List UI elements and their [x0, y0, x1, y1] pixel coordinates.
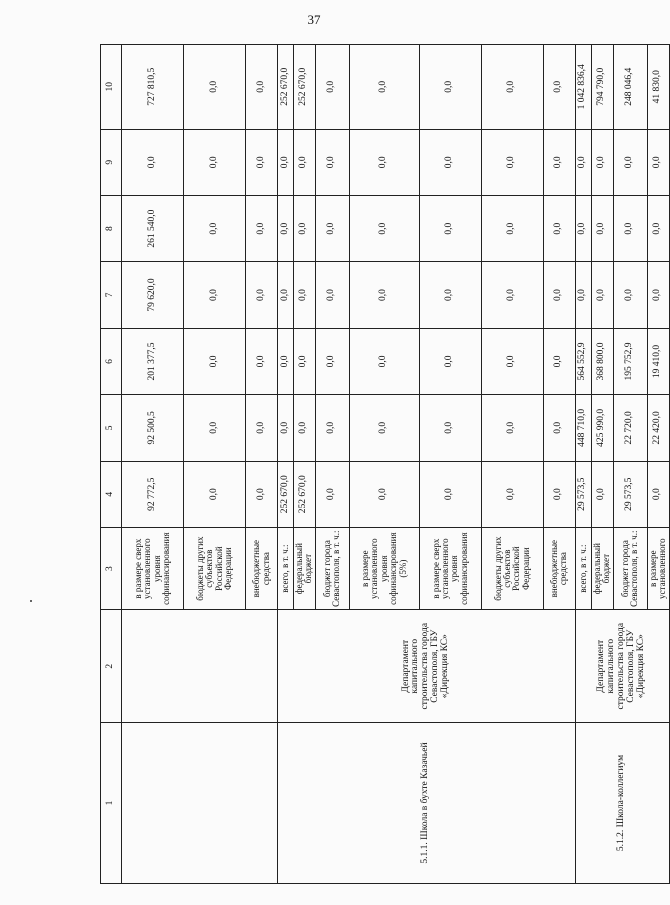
value-cell: 0,0	[184, 328, 246, 394]
table-row	[278, 45, 294, 884]
value-cell: 0,0	[575, 129, 591, 195]
value-cell: 0,0	[315, 195, 349, 261]
funding-source-cell: в размере установленного	[647, 527, 669, 609]
col-header: 7	[101, 262, 122, 328]
value-cell: 0,0	[419, 461, 481, 527]
value-cell: 0,0	[315, 328, 349, 394]
value-cell: 448 710,0	[575, 395, 591, 461]
value-cell: 0,0	[294, 129, 316, 195]
funding-source-cell: в размере сверх установленного уровня софинансирования	[122, 527, 184, 609]
value-cell: 794 790,0	[591, 45, 613, 130]
value-cell: 0,0	[647, 129, 669, 195]
value-cell: 0,0	[294, 395, 316, 461]
value-cell: 0,0	[481, 195, 543, 261]
empty-cell	[122, 723, 278, 884]
executor-cell: Департамент капитального строительства города Севастополя, ГБУ «Дирекция КС»	[575, 610, 669, 723]
funding-source-cell: в размере установленного уровня софинансирования (5%)	[349, 527, 419, 609]
value-cell: 0,0	[294, 195, 316, 261]
value-cell: 0,0	[246, 45, 278, 130]
funding-source-cell: внебюджетные средства	[246, 527, 278, 609]
value-cell: 368 800,0	[591, 328, 613, 394]
value-cell: 425 990,0	[591, 395, 613, 461]
value-cell: 0,0	[543, 395, 575, 461]
value-cell: 92 500,5	[122, 395, 184, 461]
value-cell: 252 670,0	[278, 45, 294, 130]
value-cell: 0,0	[419, 45, 481, 130]
scan-speck	[30, 600, 32, 602]
table-row	[122, 45, 184, 884]
value-cell: 0,0	[315, 262, 349, 328]
funding-source-cell: всего, в т. ч.:	[278, 527, 294, 609]
value-cell: 0,0	[543, 129, 575, 195]
value-cell: 0,0	[315, 461, 349, 527]
col-header: 6	[101, 328, 122, 394]
value-cell: 0,0	[419, 262, 481, 328]
col-header: 4	[101, 461, 122, 527]
object-name-cell: 5.1.2. Школа-коллегиум	[575, 723, 669, 884]
col-header: 10	[101, 45, 122, 130]
value-cell: 0,0	[543, 45, 575, 130]
value-cell: 0,0	[278, 262, 294, 328]
page-number: 37	[307, 12, 321, 27]
value-cell: 248 046,4	[613, 45, 647, 130]
value-cell: 0,0	[591, 461, 613, 527]
rotated-table-frame	[100, 44, 668, 884]
value-cell: 252 670,0	[278, 461, 294, 527]
value-cell: 0,0	[419, 328, 481, 394]
value-cell: 252 670,0	[294, 461, 316, 527]
funding-source-cell: бюджет города Севастополя, в т. ч.:	[315, 527, 349, 609]
value-cell: 0,0	[481, 262, 543, 328]
value-cell: 0,0	[481, 328, 543, 394]
value-cell: 0,0	[246, 129, 278, 195]
value-cell: 0,0	[349, 45, 419, 130]
value-cell: 0,0	[349, 262, 419, 328]
value-cell: 0,0	[419, 195, 481, 261]
value-cell: 0,0	[349, 461, 419, 527]
col-header: 3	[101, 527, 122, 609]
value-cell: 727 810,5	[122, 45, 184, 130]
value-cell: 0,0	[246, 395, 278, 461]
value-cell: 22 720,0	[613, 395, 647, 461]
value-cell: 0,0	[575, 262, 591, 328]
value-cell: 0,0	[647, 461, 669, 527]
object-name-cell: 5.1.1. Школа в бухте Казачьей	[278, 723, 576, 884]
empty-cell	[122, 610, 278, 723]
value-cell: 0,0	[349, 328, 419, 394]
header-row	[101, 45, 122, 884]
value-cell: 0,0	[481, 129, 543, 195]
value-cell: 0,0	[246, 195, 278, 261]
value-cell: 29 573,5	[613, 461, 647, 527]
funding-source-cell: бюджеты других субъектов Российской Федерации	[481, 527, 543, 609]
value-cell: 0,0	[647, 195, 669, 261]
funding-source-cell: федеральный бюджет	[591, 527, 613, 609]
value-cell: 0,0	[278, 395, 294, 461]
col-header: 2	[101, 610, 122, 723]
value-cell: 0,0	[543, 461, 575, 527]
funding-source-cell: бюджеты других субъектов Российской Федерации	[184, 527, 246, 609]
col-header: 5	[101, 395, 122, 461]
landscape-table-container	[100, 44, 668, 884]
table-row	[575, 45, 591, 884]
value-cell: 0,0	[184, 395, 246, 461]
value-cell: 0,0	[278, 195, 294, 261]
value-cell: 564 552,9	[575, 328, 591, 394]
value-cell: 0,0	[543, 195, 575, 261]
value-cell: 0,0	[591, 262, 613, 328]
value-cell: 0,0	[278, 328, 294, 394]
value-cell: 0,0	[315, 45, 349, 130]
value-cell: 19 410,0	[647, 328, 669, 394]
value-cell: 0,0	[575, 195, 591, 261]
col-header: 1	[101, 723, 122, 884]
value-cell: 0,0	[419, 129, 481, 195]
value-cell: 195 752,9	[613, 328, 647, 394]
value-cell: 201 377,5	[122, 328, 184, 394]
value-cell: 252 670,0	[294, 45, 316, 130]
value-cell: 0,0	[543, 262, 575, 328]
funding-source-cell: бюджет города Севастополя, в т. ч.:	[613, 527, 647, 609]
value-cell: 0,0	[647, 262, 669, 328]
value-cell: 0,0	[349, 195, 419, 261]
value-cell: 0,0	[481, 461, 543, 527]
value-cell: 0,0	[246, 262, 278, 328]
funding-source-cell: федеральный бюджет	[294, 527, 316, 609]
value-cell: 0,0	[481, 395, 543, 461]
col-header: 8	[101, 195, 122, 261]
funding-source-cell: внебюджетные средства	[543, 527, 575, 609]
funding-source-cell: в размере сверх установленного уровня софинансирования	[419, 527, 481, 609]
col-header: 9	[101, 129, 122, 195]
value-cell: 261 540,0	[122, 195, 184, 261]
funding-source-cell: всего, в т. ч.:	[575, 527, 591, 609]
value-cell: 0,0	[419, 395, 481, 461]
executor-cell: Департамент капитального строительства города Севастополя, ГБУ «Дирекция КС»	[278, 610, 576, 723]
value-cell: 0,0	[613, 195, 647, 261]
value-cell: 22 420,0	[647, 395, 669, 461]
value-cell: 0,0	[184, 262, 246, 328]
value-cell: 0,0	[294, 262, 316, 328]
value-cell: 0,0	[613, 262, 647, 328]
value-cell: 29 573,5	[575, 461, 591, 527]
value-cell: 0,0	[543, 328, 575, 394]
value-cell: 0,0	[246, 461, 278, 527]
value-cell: 0,0	[349, 129, 419, 195]
value-cell: 0,0	[591, 195, 613, 261]
value-cell: 0,0	[613, 129, 647, 195]
value-cell: 0,0	[315, 395, 349, 461]
value-cell: 0,0	[184, 195, 246, 261]
budget-table	[100, 44, 670, 884]
value-cell: 0,0	[591, 129, 613, 195]
value-cell: 0,0	[184, 45, 246, 130]
value-cell: 0,0	[246, 328, 278, 394]
value-cell: 41 830,0	[647, 45, 669, 130]
value-cell: 0,0	[481, 45, 543, 130]
value-cell: 92 772,5	[122, 461, 184, 527]
value-cell: 79 620,0	[122, 262, 184, 328]
value-cell: 0,0	[184, 129, 246, 195]
value-cell: 0,0	[122, 129, 184, 195]
value-cell: 0,0	[349, 395, 419, 461]
value-cell: 0,0	[278, 129, 294, 195]
value-cell: 0,0	[315, 129, 349, 195]
value-cell: 0,0	[184, 461, 246, 527]
value-cell: 0,0	[294, 328, 316, 394]
value-cell: 1 042 836,4	[575, 45, 591, 130]
